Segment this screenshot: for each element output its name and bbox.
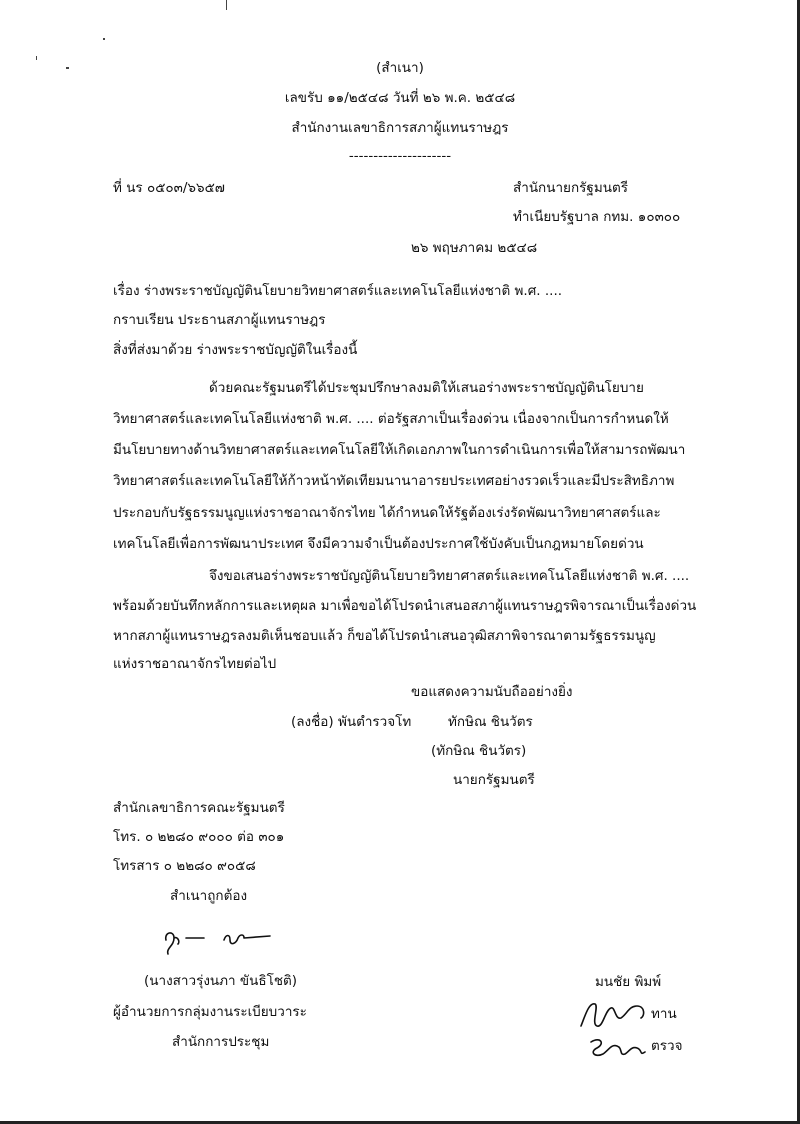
body-line: พร้อมด้วยบันทึกหลักการและเหตุผล มาเพื่อขอได้โปรดนำเสนอสภาผู้แทนราษฎรพิจารณาเป็นเรื่องด่วน bbox=[113, 598, 697, 614]
body-line: เทคโนโลยีเพื่อการพัฒนาประเทศ จึงมีความจำเป็นต้องประกาศใช้บังคับเป็นกฎหมายโดยด่วน bbox=[113, 536, 644, 552]
copy-mark: (สำเนา) bbox=[376, 60, 424, 76]
body-line: วิทยาศาสตร์และเทคโนโลยีให้ก้าวหน้าทัดเทียมนานาอารยประเทศอย่างรวดเร็วและมีประสิทธิภาพ bbox=[113, 473, 675, 489]
signed-label: (ลงชื่อ) พันตำรวจโท bbox=[291, 714, 412, 730]
checked-label: ตรวจ bbox=[651, 1038, 683, 1054]
certifier-office: สำนักการประชุม bbox=[172, 1034, 270, 1050]
scan-dot bbox=[103, 38, 105, 40]
certified-copy-label: สำเนาถูกต้อง bbox=[170, 888, 248, 904]
certifier-signature bbox=[160, 922, 280, 962]
receiving-office: สำนักงานเลขาธิการสภาผู้แทนราษฎร bbox=[291, 120, 509, 136]
typed-label: ทาน bbox=[651, 1006, 677, 1022]
body-line: วิทยาศาสตร์และเทคโนโลยีแห่งชาติ พ.ศ. .... ต่อรัฐสภาเป็นเรื่องด่วน เนื่องจากเป็นการกำหนดให้ bbox=[113, 411, 669, 427]
contact-office: สำนักเลขาธิการคณะรัฐมนตรี bbox=[113, 800, 285, 816]
signer-title: นายกรัฐมนตรี bbox=[453, 772, 535, 788]
certifier-position: ผู้อำนวยการกลุ่มงานระเบียบวาระ bbox=[113, 1004, 307, 1020]
sender-office: สำนักนายกรัฐมนตรี bbox=[513, 180, 628, 196]
body-line: แห่งราชอาณาจักรไทยต่อไป bbox=[113, 656, 277, 672]
signer-name-parenthetical: (ทักษิณ ชินวัตร) bbox=[431, 743, 527, 759]
subject-line: เรื่อง ร่างพระราชบัญญัตินโยบายวิทยาศาสตร์และเทคโนโลยีแห่งชาติ พ.ศ. .... bbox=[113, 283, 563, 299]
salutation: กราบเรียน ประธานสภาผู้แทนราษฎร bbox=[113, 312, 326, 328]
closing-regards: ขอแสดงความนับถืออย่างยิ่ง bbox=[411, 684, 573, 700]
enclosure-line: สิ่งที่ส่งมาด้วย ร่างพระราชบัญญัติในเรื่องนี้ bbox=[113, 342, 358, 358]
body-line: หากสภาผู้แทนราษฎรลงมติเห็นชอบแล้ว ก็ขอได้โปรดนำเสนอวุฒิสภาพิจารณาตามรัฐธรรมนูญ bbox=[113, 628, 656, 644]
receipt-line: เลขรับ ๑๑/๒๕๔๘ วันที่ ๒๖ พ.ค. ๒๕๔๘ bbox=[284, 90, 516, 106]
letter-date: ๒๖ พฤษภาคม ๒๕๔๘ bbox=[411, 240, 538, 256]
body-line: จึงขอเสนอร่างพระราชบัญญัตินโยบายวิทยาศาสตร์และเทคโนโลยีแห่งชาติ พ.ศ. .... bbox=[209, 568, 690, 584]
header-separator: --------------------- bbox=[348, 148, 452, 164]
sender-address: ทำเนียบรัฐบาล กทม. ๑๐๓๐๐ bbox=[513, 209, 681, 225]
body-line: ด้วยคณะรัฐมนตรีได้ประชุมปรึกษาลงมติให้เสนอร่างพระราชบัญญัตินโยบาย bbox=[209, 380, 644, 396]
typist-signature bbox=[575, 996, 655, 1036]
contact-fax: โทรสาร ๐ ๒๒๘๐ ๙๐๕๘ bbox=[113, 858, 256, 874]
checker-initials bbox=[585, 1032, 655, 1062]
scan-mark bbox=[226, 0, 227, 10]
body-line: มีนโยบายทางด้านวิทยาศาสตร์และเทคโนโลยีให้เกิดเอกภาพในการดำเนินการเพื่อให้สามารถพัฒนา bbox=[113, 442, 686, 458]
certifier-name: (นางสาวรุ่งนภา ขันธิโชติ) bbox=[144, 973, 298, 989]
contact-phone: โทร. ๐ ๒๒๘๐ ๙๐๐๐ ต่อ ๓๐๑ bbox=[113, 829, 285, 845]
typist-name: มนชัย พิมพ์ bbox=[595, 974, 662, 990]
reference-number: ที่ นร ๐๕๐๓/๖๖๕๗ bbox=[113, 180, 225, 196]
signer-name: ทักษิณ ชินวัตร bbox=[448, 714, 533, 730]
body-line: ประกอบกับรัฐธรรมนูญแห่งราชอาณาจักรไทย ได้กำหนดให้รัฐต้องเร่งรัดพัฒนาวิทยาศาสตร์และ bbox=[113, 505, 661, 521]
scan-dot bbox=[36, 56, 37, 60]
